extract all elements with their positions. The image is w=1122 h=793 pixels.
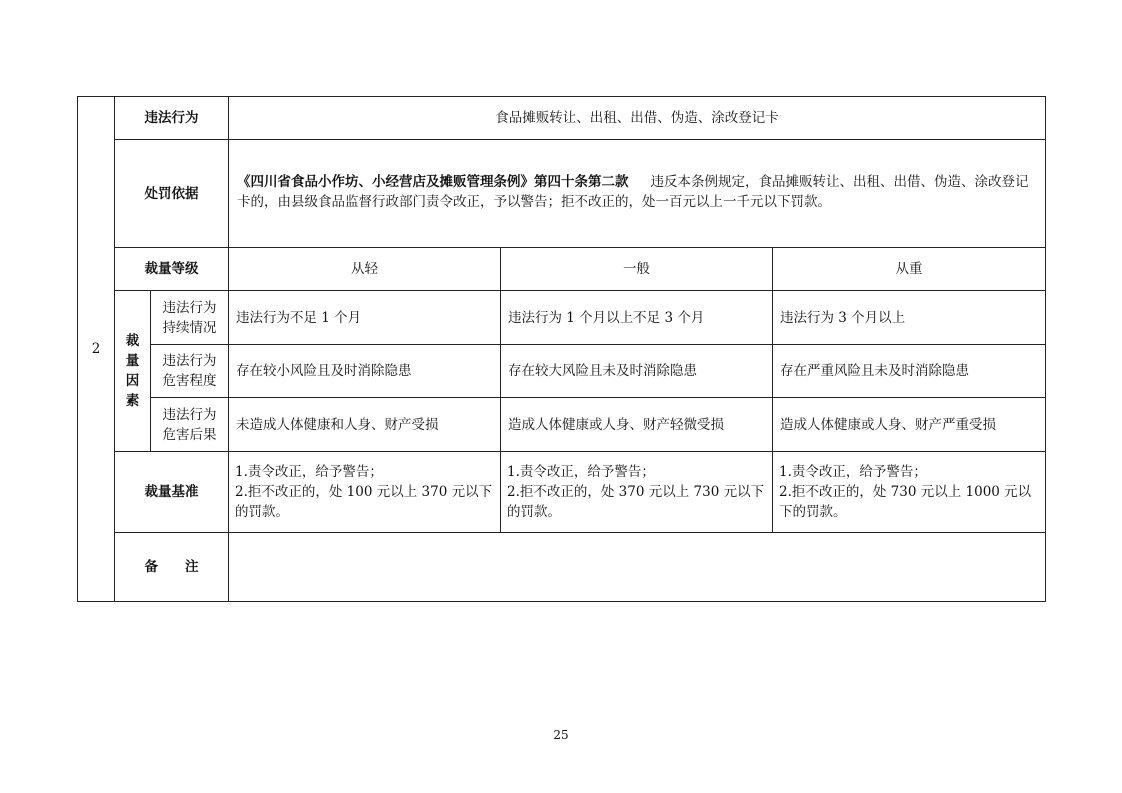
factor-name-duration [151,291,229,345]
factors-label-char: 量 [125,353,140,369]
level-label: 裁量等级 [115,248,229,291]
benchmark-line: 1.责令改正，给予警告； [235,464,383,480]
factor-name-line: 违法行为 [162,353,217,369]
factor-row-degree [78,345,1046,398]
basis-label: 处罚依据 [115,140,229,248]
violation-label: 违法行为 [115,97,229,140]
page-number: 25 [553,728,569,742]
remarks-label: 备 注 [115,533,229,602]
factors-label [115,291,151,452]
basis-text: 违反本条例规定，食品摊贩转让、出租、出借、伪造、涂改登记卡的，由县级食品监督行政部门责令改正，予以警告；拒不改正的，处一百元以上一千元以下罚款。 [237,173,1029,210]
basis-cell [229,140,1046,248]
benchmark-line: 2.拒不改正的，处 100 元以上 370 元以下的罚款。 [235,484,493,520]
benchmark-line: 2.拒不改正的，处 730 元以上 1000 元以下的罚款。 [779,484,1032,520]
penalty-discretion-table [77,96,1046,602]
factor-value: 存在严重风险且未及时消除隐患 [773,345,1046,398]
benchmark-severe [773,452,1046,533]
level-severe: 从重 [773,248,1046,291]
factor-value: 造成人体健康或人身、财产轻微受损 [501,398,773,452]
factor-value: 未造成人体健康和人身、财产受损 [229,398,501,452]
benchmark-line: 2.拒不改正的，处 370 元以上 730 元以下的罚款。 [507,484,765,520]
factor-value: 存在较大风险且未及时消除隐患 [501,345,773,398]
factor-name-degree [151,345,229,398]
item-number: 2 [78,97,115,602]
factor-value: 违法行为不足 1 个月 [229,291,501,345]
factors-label-char: 素 [125,393,140,409]
factor-name-line: 危害程度 [162,373,217,389]
benchmark-general [501,452,773,533]
benchmark-line: 1.责令改正，给予警告； [507,464,655,480]
level-general: 一般 [501,248,773,291]
factor-name-consequence [151,398,229,452]
factor-value: 造成人体健康或人身、财产严重受损 [773,398,1046,452]
remarks-value [229,533,1046,602]
factor-value: 违法行为 3 个月以上 [773,291,1046,345]
violation-row [78,97,1046,140]
factors-label-char: 裁 [125,333,140,349]
benchmark-lenient [229,452,501,533]
basis-row [78,140,1046,248]
level-row [78,248,1046,291]
factor-name-line: 持续情况 [162,319,217,336]
factor-row-duration [78,291,1046,345]
benchmark-label: 裁量基准 [115,452,229,533]
factor-row-consequence [78,398,1046,452]
factor-value: 存在较小风险且及时消除隐患 [229,345,501,398]
remarks-row [78,533,1046,602]
factor-name-line: 违法行为 [162,299,217,316]
benchmark-line: 1.责令改正，给予警告； [779,464,927,480]
factor-value: 违法行为 1 个月以上不足 3 个月 [501,291,773,345]
basis-reference: 《四川省食品小作坊、小经营店及摊贩管理条例》第四十条第二款 [237,173,629,190]
factor-name-line: 危害后果 [162,426,217,443]
level-lenient: 从轻 [229,248,501,291]
benchmark-row [78,452,1046,533]
violation-text: 食品摊贩转让、出租、出借、伪造、涂改登记卡 [229,97,1046,140]
factors-label-char: 因 [125,373,140,389]
factor-name-line: 违法行为 [162,406,217,423]
